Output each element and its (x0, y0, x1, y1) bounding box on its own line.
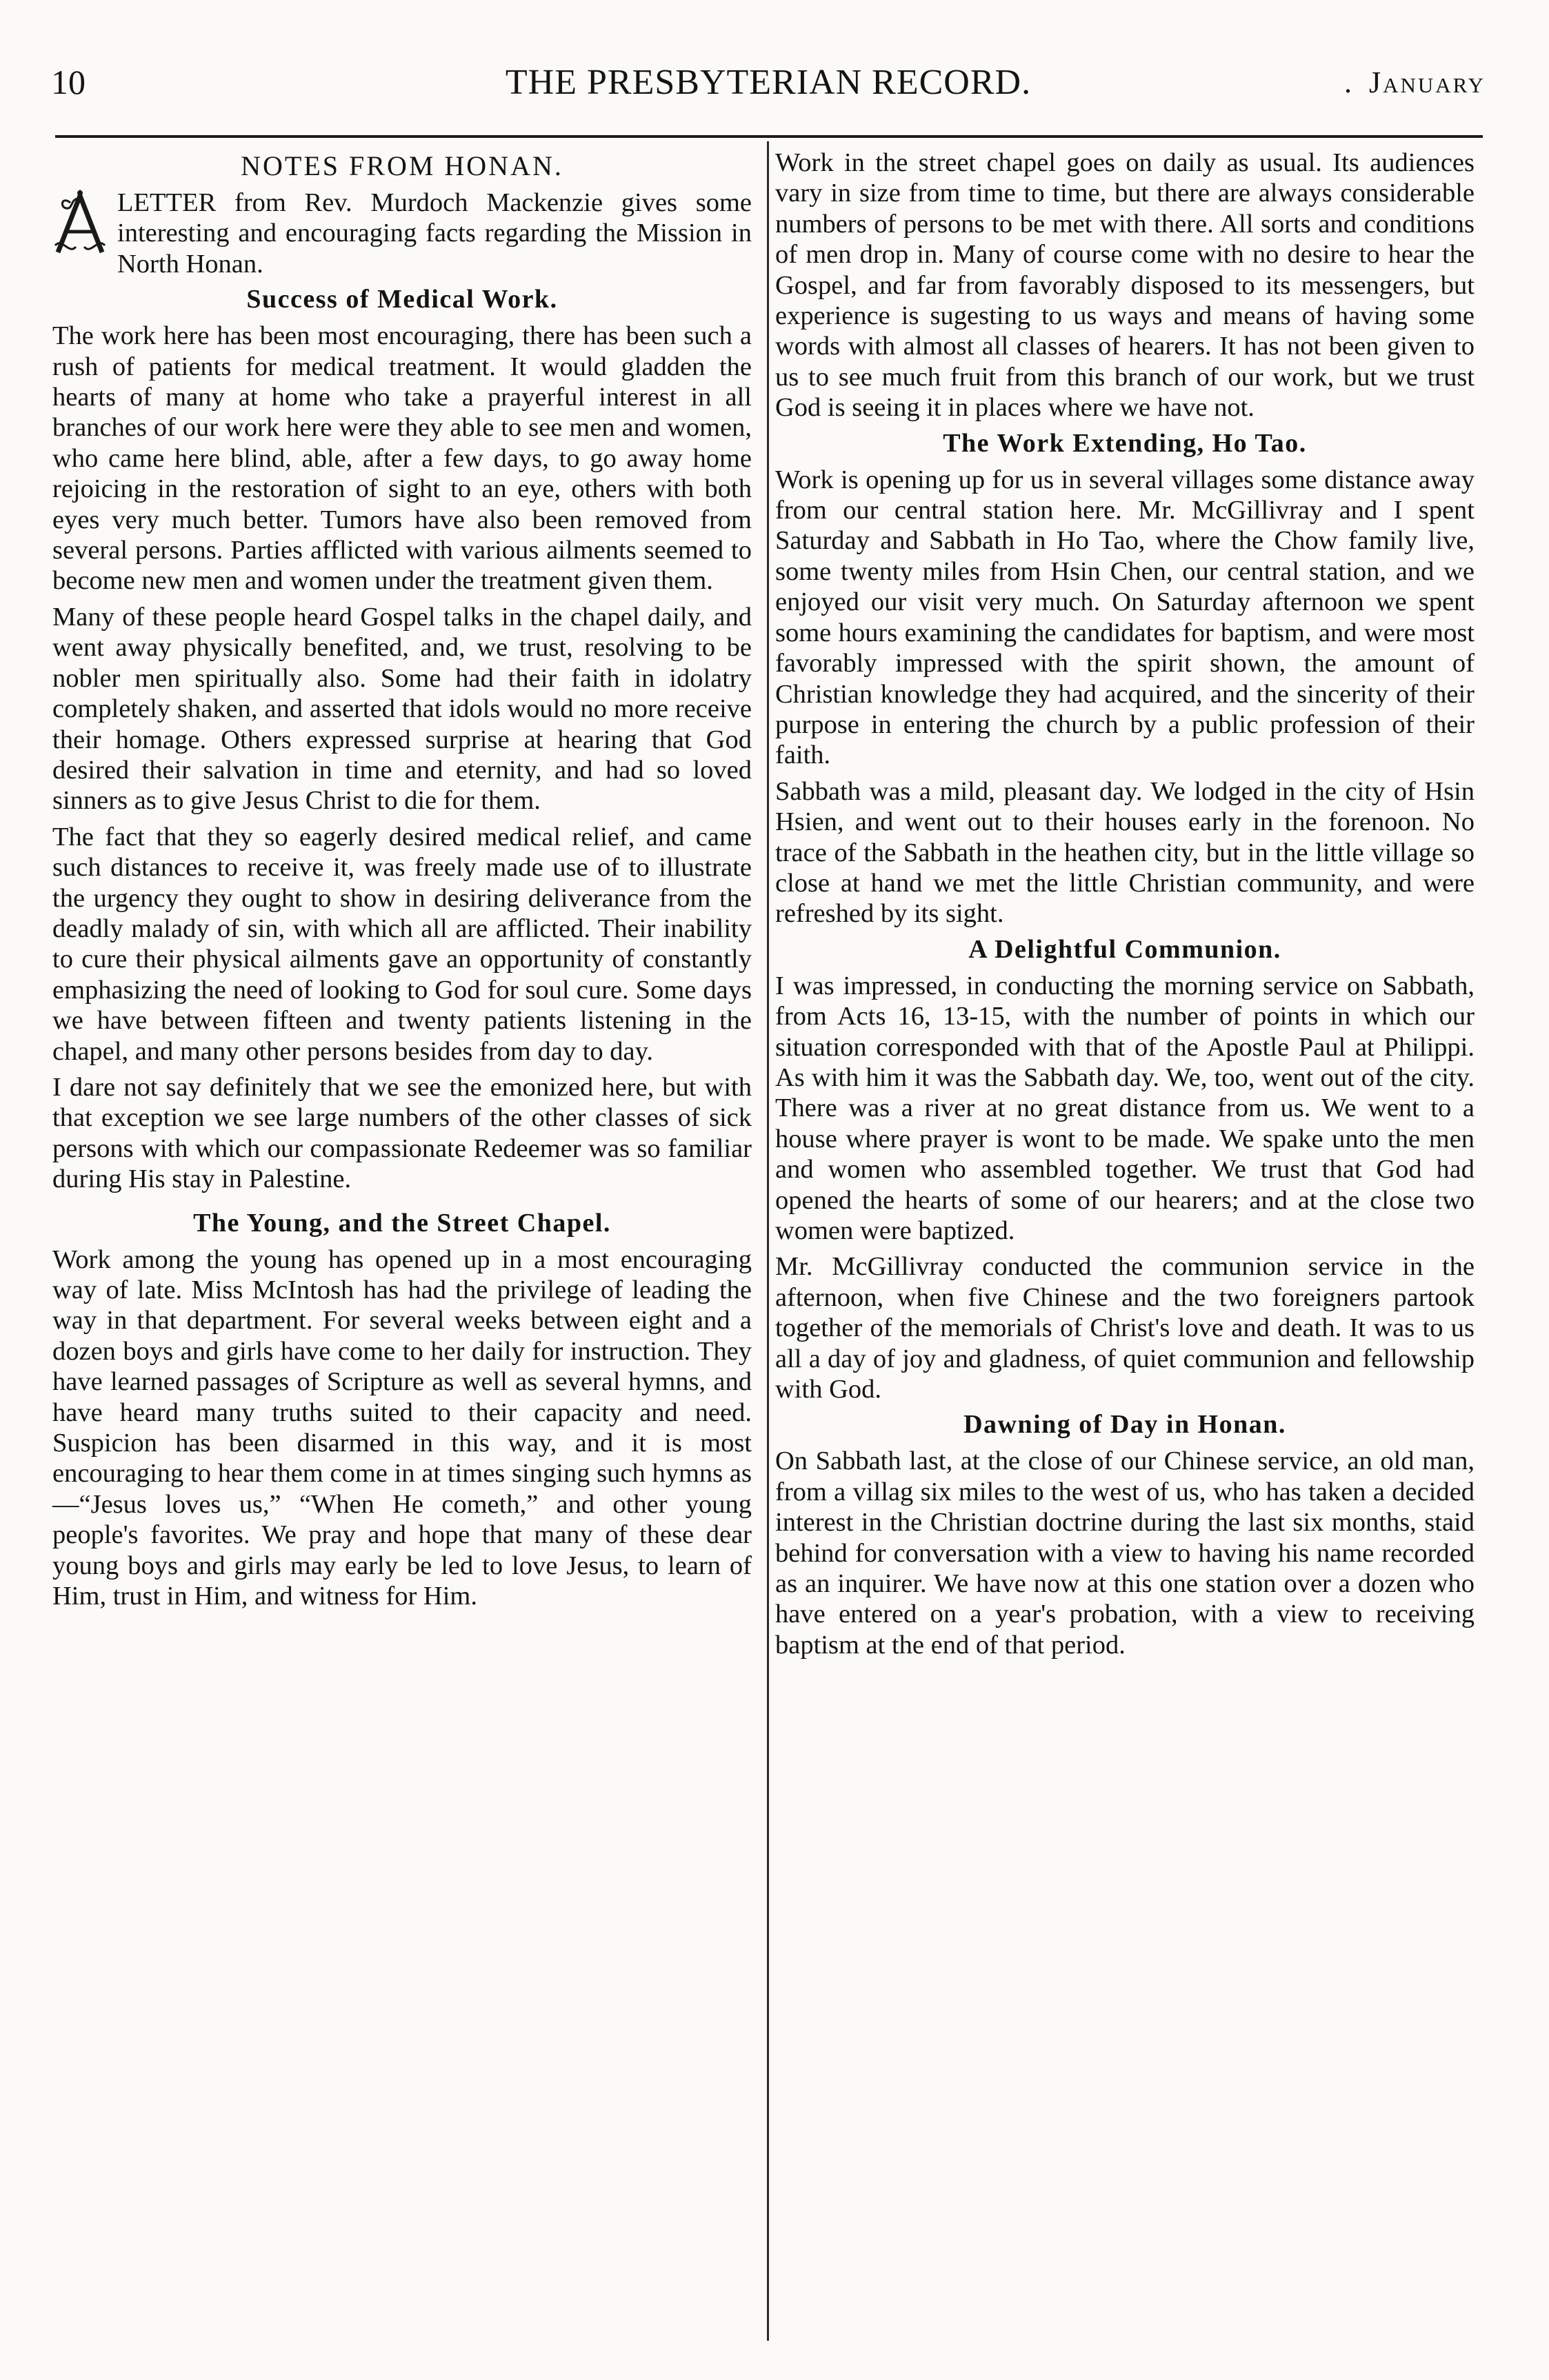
header-dot: . (1343, 65, 1354, 99)
paragraph: I was impressed, in conducting the morning service on Sabbath, from Acts 16, 13-15, with the number of points in which our situation corresponded with that of the Apostle Paul at Philippi. As with him it was the Sabbath day. We, too, went out of the city. There was a river at no great distance from us. We went to a house where prayer is wont to be made. We spake unto the men and women who assembled together. We trust that God had opened the hearts of some of our hearers; and at the close two women were baptized. (775, 971, 1475, 1245)
section-heading-ho-tao: The Work Extending, Ho Tao. (943, 428, 1307, 458)
paragraph: On Sabbath last, at the close of our Chinese service, an old man, from a villag six miles to the west of us, who has taken a decided interest in the Christian doctrine during the last six months, staid behind for conversation with a view to having his name recorded as an inquirer. We have now at this one station over a dozen who have entered on a year's probation, with a view to receiving baptism at the end of that period. (775, 1446, 1475, 1660)
running-head (51, 62, 1486, 117)
paragraph: The work here has been most encouraging, there has been such a rush of patients for medical treatment. It would gladden the hearts of many at home who take a prayerful interest in all branches of our work here were they able to see men and women, who came here blind, able, after a few days, to go away home rejoicing in the restoration of sight to an eye, others with both eyes very much better. Tumors have also been removed from several persons. Parties afflicted with various ailments seemed to become new men and women under the treatment given them. (52, 321, 752, 596)
section-heading-dawning: Dawning of Day in Honan. (963, 1410, 1286, 1440)
column-divider (767, 141, 769, 2341)
issue-month (1344, 65, 1486, 100)
article-intro (52, 188, 752, 279)
paragraph: Sabbath was a mild, pleasant day. We lodged in the city of Hsin Hsien, and went out to their houses early in the forenoon. No trace of the Sabbath in the heathen city, but in the little village so close at hand we met the little Christian community, and were refreshed by its sight. (775, 776, 1475, 929)
article-title: NOTES FROM HONAN. (241, 150, 563, 181)
section-heading-young: The Young, and the Street Chapel. (193, 1208, 611, 1238)
paragraph: Work is opening up for us in several villages some distance away from our central station here. Mr. McGillivray and I spent Saturday and Sabbath in Ho Tao, where the Chow family live, some twenty miles from Hsin Chen, our central station, and we enjoyed our visit very much. On Saturday afternoon we spent some hours examining the candidates for baptism, and were most favorably impressed with the spirit shown, the amount of Christian knowledge they had acquired, and the sincerity of their purpose in entering the church by a public profession of their faith. (775, 465, 1475, 770)
ornamental-initial-a (52, 189, 108, 258)
paragraph: Mr. McGillivray conducted the communion service in the afternoon, when five Chinese and the two foreigners partook together of the memorials of Christ's love and death. It was to us all a day of joy and gladness, of quiet communion and fellowship with God. (775, 1252, 1475, 1404)
paragraph: I dare not say definitely that we see the emonized here, but with that exception we see large numbers of the other classes of sick persons with which our compassionate Redeemer was so familiar during His stay in Palestine. (52, 1072, 752, 1194)
intro-paragraph: LETTER from Rev. Murdoch Mackenzie gives some interesting and encouraging facts regarding the Mission in North Honan. (117, 188, 752, 279)
paragraph: The fact that they so eagerly desired medical relief, and came such distances to receive it, was freely made use of to illustrate the urgency they ought to show in desiring deliverance from the deadly malady of sin, with which all are afflicted. Their inability to cure their physical ailments gave an opportunity of constantly emphasizing the need of looking to God for soul cure. Some days we have between fifteen and twenty patients listening in the chapel, and many other persons besides from day to day. (52, 822, 752, 1066)
paragraph: Many of these people heard Gospel talks in the chapel daily, and went away physically benefited, and, we trust, resolving to be nobler men spiritually also. Some had their faith in idolatry completely shaken, and asserted that idols would no more receive their homage. Others expressed surprise at hearing that God desired their salvation in time and eternity, and had so loved sinners as to give Jesus Christ to die for them. (52, 602, 752, 816)
section-heading-communion: A Delightful Communion. (968, 934, 1281, 964)
paragraph: Work among the young has opened up in a most encouraging way of late. Miss McIntosh has had the privilege of leading the way in that department. For several weeks between eight and a dozen boys and girls have come to her daily for instruction. They have learned passages of Scripture as well as several hymns, and have heard many truths suited to their capacity and need. Suspicion has been disarmed in this way, and it is most encouraging to hear them come in at times singing such hymns as—“Jesus loves us,” “When He cometh,” and other young people's favorites. We pray and hope that many of these dear young boys and girls may early be led to love Jesus, to learn of Him, trust in Him, and witness for Him. (52, 1244, 752, 1611)
section-heading-medical: Success of Medical Work. (246, 285, 558, 314)
right-column (775, 148, 1475, 1660)
journal-title: THE PRESBYTERIAN RECORD. (505, 63, 1032, 102)
page-number: 10 (51, 63, 86, 101)
issue-month-label: January (1368, 65, 1486, 99)
header-rule (55, 135, 1483, 138)
left-column (52, 148, 752, 1611)
paragraph: Work in the street chapel goes on daily as usual. Its audiences vary in size from time to time, but there are always considerable numbers of persons to be met with there. All sorts and conditions of men drop in. Many of course come with no desire to hear the Gospel, and far from favorably disposed to its messengers, but experience is sugesting to us ways and means of having some words with almost all classes of hearers. It has not been given to us to see much fruit from this branch of our work, but we trust God is seeing it in places where we have not. (775, 148, 1475, 423)
